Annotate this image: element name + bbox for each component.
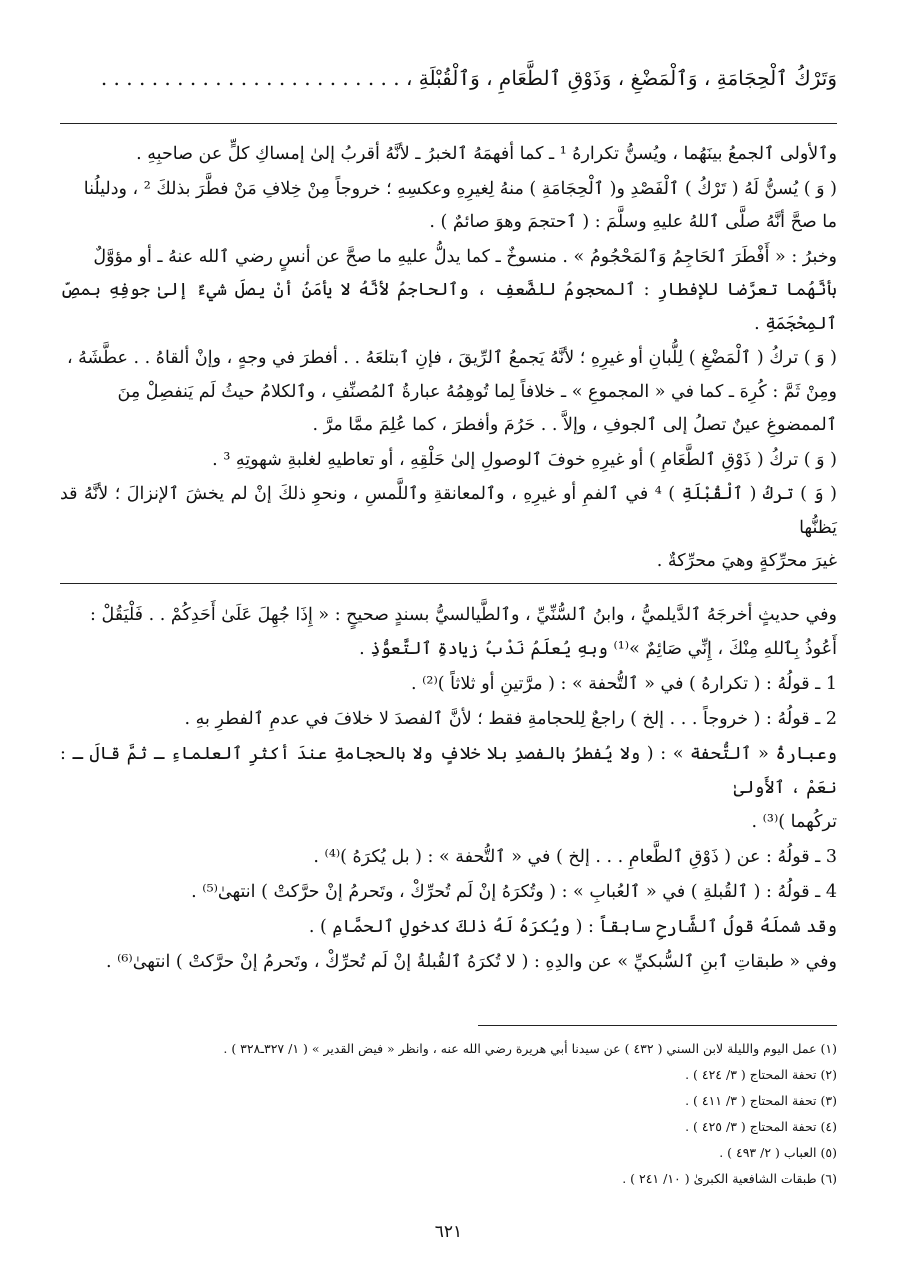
footnote-item: (١) عمل اليوم والليلة لابن السني ( ٤٣٢ ) عن سيدنا أبي هريرة رضي الله عنه ، وانظر « فيض القدير » ( ١/ ٣٢٧ـ٣٢٨ ) . [223, 1041, 837, 1056]
footnote-item: (٢) تحفة المحتاج ( ٣/ ٤٢٤ ) . [685, 1067, 837, 1082]
commentary-paragraph: 2 ـ قولُهُ : ( خروجاً . . . إلخ ) راجعٌ لِلحجامةِ فقط ؛ لأنَّ ٱلفصدَ لا خلافَ في عدمِ ٱلفطرِ بهِ . [184, 709, 837, 729]
commentary-paragraph: وفي « طبقاتِ ٱبنِ ٱلسُّبكيِّ » عن والدِهِ : ( لا تُكرَهُ ٱلقُبلةُ إنْ لَم تُحرِّكْ ، وتَحرمُ إنْ حرَّكتْ ) انتهىٰ⁽⁶⁾ . [105, 952, 837, 972]
running-header: وَتَرْكُ ٱلْحِجَامَةِ ، وَٱلْمَضْغِ ، وَذَوْقِ ٱلطَّعَامِ ، وَٱلْقُبْلَةِ ، . . . . . . . . . . . . . . . . . . . . . . . . [100, 66, 837, 90]
commentary-paragraph: وقد شملَهُ قولُ ٱلشَّارحِ سابقاً : ( ويُكرَهُ لَهُ ذلكَ كدخولِ ٱلحمَّامِ ) . [308, 917, 837, 937]
footnote-item: (٥) العباب ( ٢/ ٤٩٣ ) . [719, 1145, 837, 1160]
main-paragraph: ( وَ ) تركُ ( ٱلْقُبْلَةِ ) ⁴ في ٱلفمِ أو غيرِهِ ، وٱلمعانقةِ وٱللَّمسِ ، ونحوِ ذلكَ إنْ لم يخشَ ٱلإنزالَ ؛ لأنَّهُ قد يَظنُّها غيرَ محرِّكةٍ وهيَ محرِّكةٌ . [60, 484, 837, 571]
header-rule [60, 123, 837, 124]
commentary-text [60, 598, 837, 979]
page-number: ٦٢١ [434, 1222, 463, 1242]
main-paragraph: ( وَ ) تركُ ( ذَوْقِ ٱلطَّعَامِ ) أو غيرِهِ خوفَ ٱلوصولِ إلىٰ حَلْقِهِ ، أو تعاطيهِ لغلبةِ شهوتِهِ ³ . [212, 449, 837, 470]
commentary-paragraph: 1 ـ قولُهُ : ( تكرارهُ ) في « ٱلتُّحفة » : ( مرَّتينِ أو ثلاثاً )⁽²⁾ . [410, 674, 837, 694]
commentary-paragraph: وفي حديثٍ أخرجَهُ ٱلدَّيلميُّ ، وابنُ ٱلسُّنِّيِّ ، وٱلطَّيالسيُّ بسندٍ صحيحٍ : « إِذَا جُهِلَ عَلَىٰ أَحَدِكُمْ . . فَلْيَقُلْ : أَعُوذُ بِٱللهِ مِنْكَ ، إِنِّي صَائِمٌ »⁽¹⁾ وبهِ يُعلَمُ نَدْبُ زيادةِ ٱلتَّعوُّذِ . [90, 605, 837, 659]
commentary-paragraph: وعبارةُ « ٱلتُّحفة » : ( ولا يُفطرُ بالفصدِ بلا خلافٍ ولا بالحجامةِ عندَ أكثرِ ٱلعلماءِ ـ ثمَّ قالَ ـ : نعَمْ ، ٱلأَولىٰ تركُهما )⁽³⁾ . [60, 744, 837, 832]
footnote-item: (٦) طبقات الشافعية الكبرىٰ ( ١٠/ ٢٤١ ) . [622, 1171, 837, 1186]
main-paragraph: ( وَ ) يُسنُّ لَهُ ( تَرْكُ ) ٱلْفَصْدِ و( ٱلْحِجَامَةِ ) منهُ لِغيرِهِ وعكسِهِ ؛ خروجاً مِنْ خِلافِ مَنْ فطَّرَ بذلكَ ² ، ودليلُنا ما صحَّ أنَّهُ صلَّى ٱللهُ عليهِ وسلَّمَ : ( ٱحتجمَ وهوَ صائمٌ ) . [83, 178, 837, 232]
footnotes [60, 1036, 837, 1192]
main-paragraph: ( وَ ) تركُ ( ٱلْمَضْغِ ) لِلُّبانِ أو غيرِهِ ؛ لأنَّهُ يَجمعُ ٱلرِّيقَ ، فإنِ ٱبتلعَهُ . . أفطرَ في وجهٍ ، وإنْ ألقاهُ . . عطَّشَهُ ، ومِنْ ثَمَّ : كُرِهَ ـ كما في « المجموعِ » ـ خلافاً لِما تُوهِمُهُ عبارةُ ٱلمُصنِّفِ ، وٱلكلامُ حيثُ لَم يَنفصِلْ مِنَ ٱلممضوغِ عينٌ تصلُ إلى ٱلجوفِ ، وإلاَّ . . حَرُمَ وأفطرَ ، كما عُلِمَ ممَّا مرَّ . [66, 348, 837, 435]
commentary-paragraph: 4 ـ قولُهُ : ( ٱلقُبلةِ ) في « ٱلعُبابِ » : ( وتُكرَهُ إنْ لَم تُحرِّكْ ، وتَحرمُ إنْ حرَّكتْ ) انتهىٰ⁽⁵⁾ . [191, 882, 837, 902]
commentary-rule [60, 583, 837, 584]
footnote-item: (٣) تحفة المحتاج ( ٣/ ٤١١ ) . [685, 1093, 837, 1108]
commentary-paragraph: 3 ـ قولُهُ : عن ( ذَوْقِ ٱلطَّعامِ . . . إلخ ) في « ٱلتُّحفة » : ( بل يُكرَهُ )⁽⁴⁾ . [313, 847, 837, 867]
main-paragraph: وخبرُ : « أَفْطَرَ ٱلحَاجِمُ وَٱلمَحْجُومُ » . منسوخٌ ـ كما يدلُّ عليهِ ما صحَّ عن أنسٍ رضي ٱلله عنهُ ـ أو مؤوَّلٌ بأنَّهُما تعرَّضا للإفطارِ : ٱلمحجومُ للضَّعفِ ، وٱلحاجمُ لأنَّهُ لا يأمَنُ أنْ يصلَ شيءٌ إلىٰ جوفِهِ بمصِّ ٱلمِحْجَمَةِ . [60, 246, 837, 334]
footnote-rule [478, 1025, 837, 1026]
footnote-item: (٤) تحفة المحتاج ( ٣/ ٤٢٥ ) . [685, 1119, 837, 1134]
main-text [60, 138, 837, 579]
main-paragraph: وٱلأولى ٱلجمعُ بينَهُما ، ويُسنُّ تكرارهُ ¹ ـ كما أفهمَهُ ٱلخبرُ ـ لأنَّهُ أقربُ إلىٰ إمساكِ كلٍّ عن صاحبِهِ . [136, 144, 837, 164]
